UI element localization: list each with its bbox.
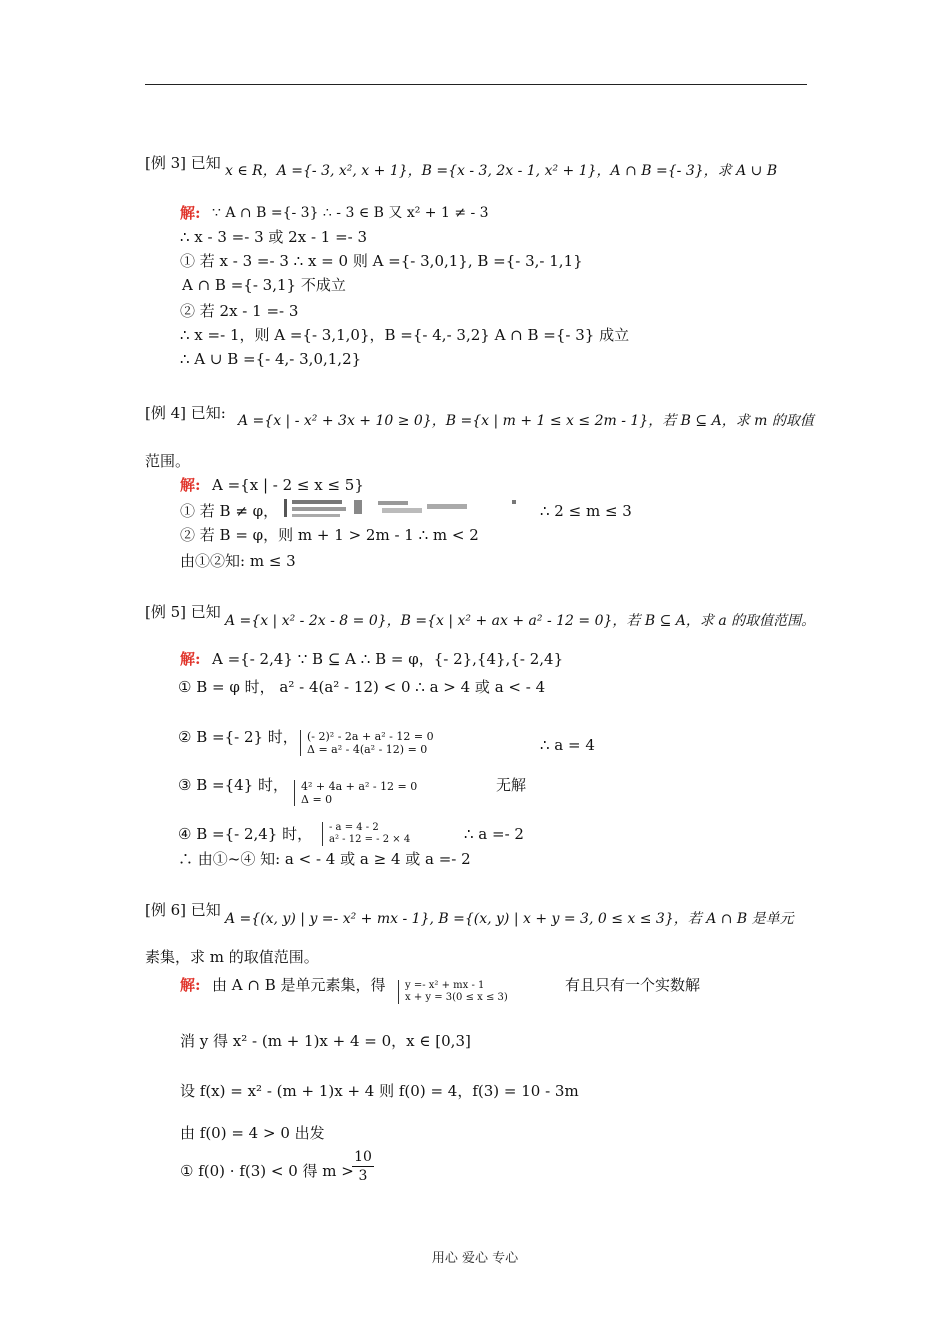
ex3-line-1: ∵ A ∩ B ={- 3} ∴ - 3 ∈ B 又 x² + 1 ≠ - 3 [212, 205, 489, 221]
ex4-line-3: ∴ 2 ≤ m ≤ 3 [540, 502, 632, 520]
ex6-system-eq1: y =- x² + mx - 1 [405, 980, 485, 991]
ex3-line-5: ② 若 2x - 1 =- 3 [180, 302, 299, 320]
ex4-statement: A ={x | - x² + 3x + 10 ≥ 0}，B ={x | m + 1 ≤ x ≤ 2m - 1}，若 B ⊆ A，求 m 的取值 [238, 413, 814, 429]
ex5-line-2: ① B = φ 时， a² - 4(a² - 12) < 0 ∴ a > 4 或 a < - 4 [178, 678, 546, 696]
ex6-statement-cont: 素集，求 m 的取值范围。 [145, 948, 319, 966]
ex5-case2-eq2: Δ = a² - 4(a² - 12) = 0 [307, 743, 428, 756]
ex5-case4-eq1: - a = 4 - 2 [329, 822, 379, 833]
ex5-solution-label: 解: [180, 650, 201, 668]
ex4-line-4: ② 若 B = φ，则 m + 1 > 2m - 1 ∴ m < 2 [180, 526, 479, 544]
ex5-case3-system [294, 780, 417, 806]
ex5-case3-result: 无解 [496, 776, 527, 794]
ex3-line-3: ① 若 x - 3 =- 3 ∴ x = 0 则 A ={- 3,0,1}, B ={- 3,- 1,1} [180, 252, 583, 270]
ex5-case2-label: ② B ={- 2} 时， [178, 728, 298, 746]
ex6-line-1: 由 A ∩ B 是单元素集，得 [212, 976, 386, 994]
ex3-statement: x ∈ R，A ={- 3, x², x + 1}，B ={x - 3, 2x - 1, x² + 1}，A ∩ B ={- 3}，求 A ∪ B [225, 163, 778, 179]
ex6-line-2: 消 y 得 x² - (m + 1)x + 4 = 0，x ∈ [0,3] [180, 1032, 471, 1050]
ex6-line-3: 设 f(x) = x² - (m + 1)x + 4 则 f(0) = 4，f(3) = 10 - 3m [180, 1082, 579, 1100]
ex3-line-2: ∴ x - 3 =- 3 或 2x - 1 =- 3 [180, 228, 368, 246]
ex6-system-eq2: x + y = 3(0 ≤ x ≤ 3) [405, 992, 508, 1003]
ex5-line-1: A ={- 2,4} ∵ B ⊆ A ∴ B = φ，{- 2},{4},{- 2,4} [212, 650, 564, 668]
ex5-title: [例 5] 已知 [145, 603, 221, 621]
ex6-fraction-numerator: 10 [352, 1148, 374, 1167]
ex5-case2-eq1: (- 2)² - 2a + a² - 12 = 0 [307, 730, 434, 743]
ex3-line-7: ∴ A ∪ B ={- 4,- 3,0,1,2} [180, 350, 362, 368]
ex6-line-4: 由 f(0) = 4 > 0 出发 [180, 1124, 325, 1142]
ex6-title: [例 6] 已知 [145, 901, 221, 919]
ex5-case4-eq2: a² - 12 = - 2 × 4 [329, 834, 411, 845]
page-footer: 用心 爱心 专心 [431, 1251, 519, 1266]
ex3-line-4: A ∩ B ={- 3,1} 不成立 [182, 276, 346, 294]
ex4-solution-label: 解: [180, 476, 201, 494]
ex6-system [398, 980, 508, 1004]
ex4-garbled-system-image [282, 496, 522, 522]
ex3-title: [例 3] 已知 [145, 154, 221, 172]
ex3-line-6: ∴ x =- 1，则 A ={- 3,1,0}，B ={- 4,- 3,2} A ∩ B ={- 3} 成立 [180, 326, 630, 344]
ex4-line-5: 由①②知: m ≤ 3 [180, 552, 296, 570]
ex5-case4-result: ∴ a =- 2 [464, 825, 524, 843]
header-rule [145, 84, 807, 85]
ex6-fraction-denominator: 3 [358, 1168, 368, 1184]
ex5-case4-system [322, 822, 410, 846]
ex4-line-2: ① 若 B ≠ φ， [180, 502, 279, 520]
ex3-solution-label: 解: [180, 204, 201, 222]
ex5-case3-eq1: 4² + 4a + a² - 12 = 0 [301, 780, 418, 793]
ex4-title: [例 4] 已知: [145, 404, 226, 422]
ex5-conclusion: ∴ 由①~④ 知: a < - 4 或 a ≥ 4 或 a =- 2 [178, 850, 471, 868]
ex5-statement: A ={x | x² - 2x - 8 = 0}，B ={x | x² + ax + a² - 12 = 0}，若 B ⊆ A，求 a 的取值范围。 [225, 613, 816, 629]
ex6-solution-label: 解: [180, 976, 201, 994]
ex4-statement-cont: 范围。 [145, 452, 191, 470]
ex5-case4-label: ④ B ={- 2,4} 时， [178, 825, 313, 843]
ex6-fraction [352, 1148, 374, 1185]
ex5-case2-system [300, 730, 434, 756]
ex5-case3-eq2: Δ = 0 [301, 793, 333, 806]
ex5-case2-result: ∴ a = 4 [540, 736, 595, 754]
ex6-statement: A ={(x, y) | y =- x² + mx - 1}, B ={(x, y) | x + y = 3, 0 ≤ x ≤ 3}，若 A ∩ B 是单元 [225, 911, 794, 927]
ex4-line-1: A ={x | - 2 ≤ x ≤ 5} [212, 476, 364, 494]
ex6-line-1-cont: 有且只有一个实数解 [565, 976, 701, 994]
ex5-case3-label: ③ B ={4} 时， [178, 776, 288, 794]
ex6-line-5: ① f(0) · f(3) < 0 得 m > [180, 1162, 354, 1180]
